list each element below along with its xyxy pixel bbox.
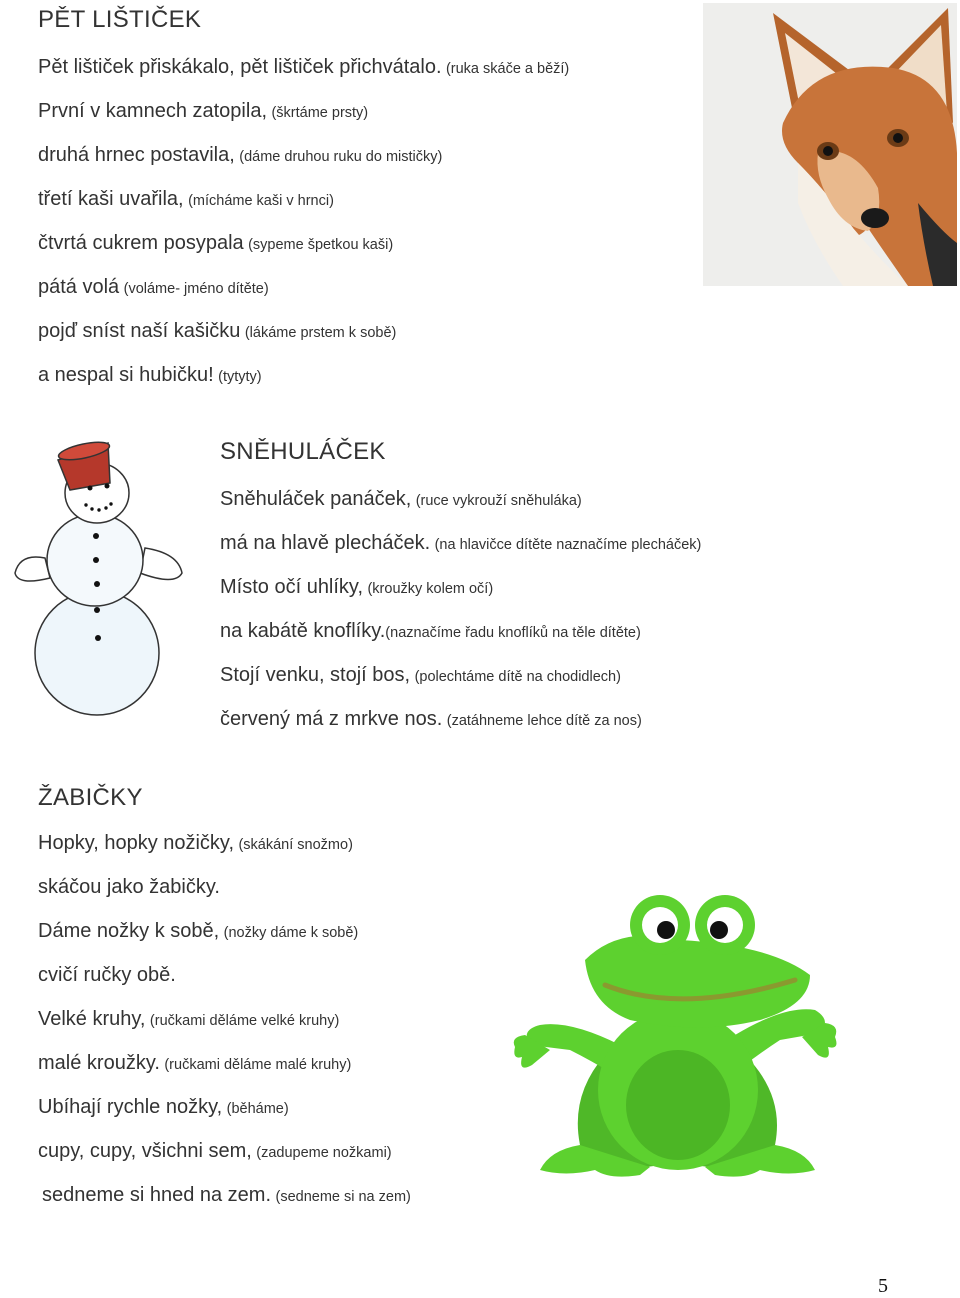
frogs-line-3: Dáme nožky k sobě, (nožky dáme k sobě) (38, 920, 359, 942)
page-number: 5 (878, 1275, 888, 1297)
fox-line-2: První v kamnech zatopila, (škrtáme prsty) (38, 100, 369, 122)
frogs-line-6: malé kroužky. (ručkami děláme malé kruhy) (38, 1052, 352, 1074)
snowman-line-2: má na hlavě plecháček. (na hlavičce dítěte naznačíme plecháček) (220, 532, 702, 554)
snowman-line-3: Místo očí uhlíky, (kroužky kolem očí) (220, 576, 494, 598)
fox-title: PĚT LIŠTIČEK (38, 6, 202, 33)
fox-line-8: a nespal si hubičku! (tytyty) (38, 364, 262, 386)
snowman-line-6: červený má z mrkve nos. (zatáhneme lehce dítě za nos) (220, 708, 642, 730)
snowman-title: SNĚHULÁČEK (220, 438, 386, 465)
snowman-line-4: na kabátě knoflíky.(naznačíme řadu knoflíků na těle dítěte) (220, 620, 641, 642)
frogs-line-9: sedneme si hned na zem. (sedneme si na zem) (42, 1184, 411, 1206)
fox-line-7: pojď sníst naší kašičku (lákáme prstem k sobě) (38, 320, 397, 342)
frogs-line-4: cvičí ručky obě. (38, 964, 176, 986)
frogs-line-2: skáčou jako žabičky. (38, 876, 220, 898)
frogs-title: ŽABIČKY (38, 784, 143, 811)
snowman-picture (10, 438, 185, 718)
fox-picture (703, 3, 957, 286)
fox-line-3: druhá hrnec postavila, (dáme druhou ruku do mističky) (38, 144, 443, 166)
frogs-line-5: Velké kruhy, (ručkami děláme velké kruhy) (38, 1008, 340, 1030)
fox-line-4: třetí kaši uvařila, (mícháme kaši v hrnci) (38, 188, 334, 210)
frogs-line-7: Ubíhají rychle nožky, (běháme) (38, 1096, 289, 1118)
fox-line-1: Pět lištiček přiskákalo, pět lištiček přichvátalo. (ruka skáče a běží) (38, 56, 570, 78)
frogs-line-8: cupy, cupy, všichni sem, (zadupeme nožkami) (38, 1140, 392, 1162)
fox-line-5: čtvrtá cukrem posypala (sypeme špetkou kaši) (38, 232, 394, 254)
snowman-line-5: Stojí venku, stojí bos, (polechtáme dítě na chodidlech) (220, 664, 621, 686)
fox-line-6: pátá volá (voláme- jméno dítěte) (38, 276, 269, 298)
snowman-line-1: Sněhuláček panáček, (ruce vykrouží sněhuláka) (220, 488, 582, 510)
frogs-line-1: Hopky, hopky nožičky, (skákání snožmo) (38, 832, 353, 854)
frog-picture (510, 885, 840, 1185)
